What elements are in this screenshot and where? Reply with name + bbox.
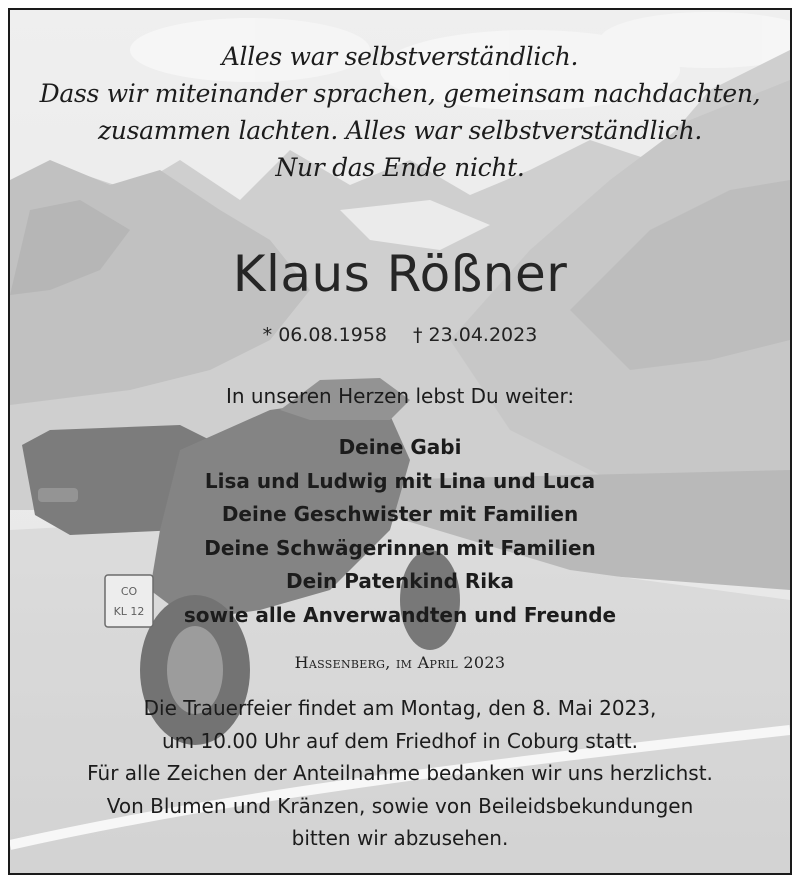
mourner: Dein Patenkind Rika <box>286 569 514 593</box>
info-line: Von Blumen und Kränzen, sowie von Beileidsbekundungen <box>106 793 694 818</box>
info-line: Für alle Zeichen der Anteilnahme bedanken wir uns herzlichst. <box>87 761 713 786</box>
info-line: bitten wir abzusehen. <box>291 826 509 851</box>
deceased-name: Klaus Rößner <box>232 245 568 303</box>
mourner: Lisa und Ludwig mit Lina und Luca <box>204 468 596 493</box>
poem-line: Alles war selbstverständlich. <box>221 42 579 71</box>
place-and-date: Hassenberg, im April 2023 <box>294 653 506 672</box>
info-line: Die Trauerfeier findet am Montag, den 8. Mai 2023, <box>143 696 657 720</box>
birth-date: * 06.08.1958 <box>262 324 387 346</box>
poem <box>10 38 790 186</box>
death-date: † 23.04.2023 <box>413 324 538 346</box>
mourner: Deine Schwägerinnen mit Familien <box>204 535 596 560</box>
obituary-text <box>10 10 790 873</box>
poem-line: zusammen lachten. Alles war selbstverständlich. <box>97 116 703 145</box>
license-plate-bottom: KL 12 <box>113 605 145 618</box>
mourner: sowie alle Anverwandten und Freunde <box>183 602 617 627</box>
life-dates <box>10 322 790 348</box>
license-plate-top: CO <box>120 585 138 598</box>
funeral-info <box>10 692 790 855</box>
poem-line: Dass wir miteinander sprachen, gemeinsam nachdachten, <box>39 79 761 108</box>
mourner: Deine Gabi <box>338 435 462 459</box>
poem-line: Nur das Ende nicht. <box>275 153 525 182</box>
remembrance-line: In unseren Herzen lebst Du weiter: <box>225 384 575 408</box>
info-line: um 10.00 Uhr auf dem Friedhof in Coburg statt. <box>162 728 638 753</box>
mourner: Deine Geschwister mit Familien <box>221 502 579 526</box>
mourners-list <box>10 431 790 632</box>
obituary-frame <box>8 8 792 875</box>
